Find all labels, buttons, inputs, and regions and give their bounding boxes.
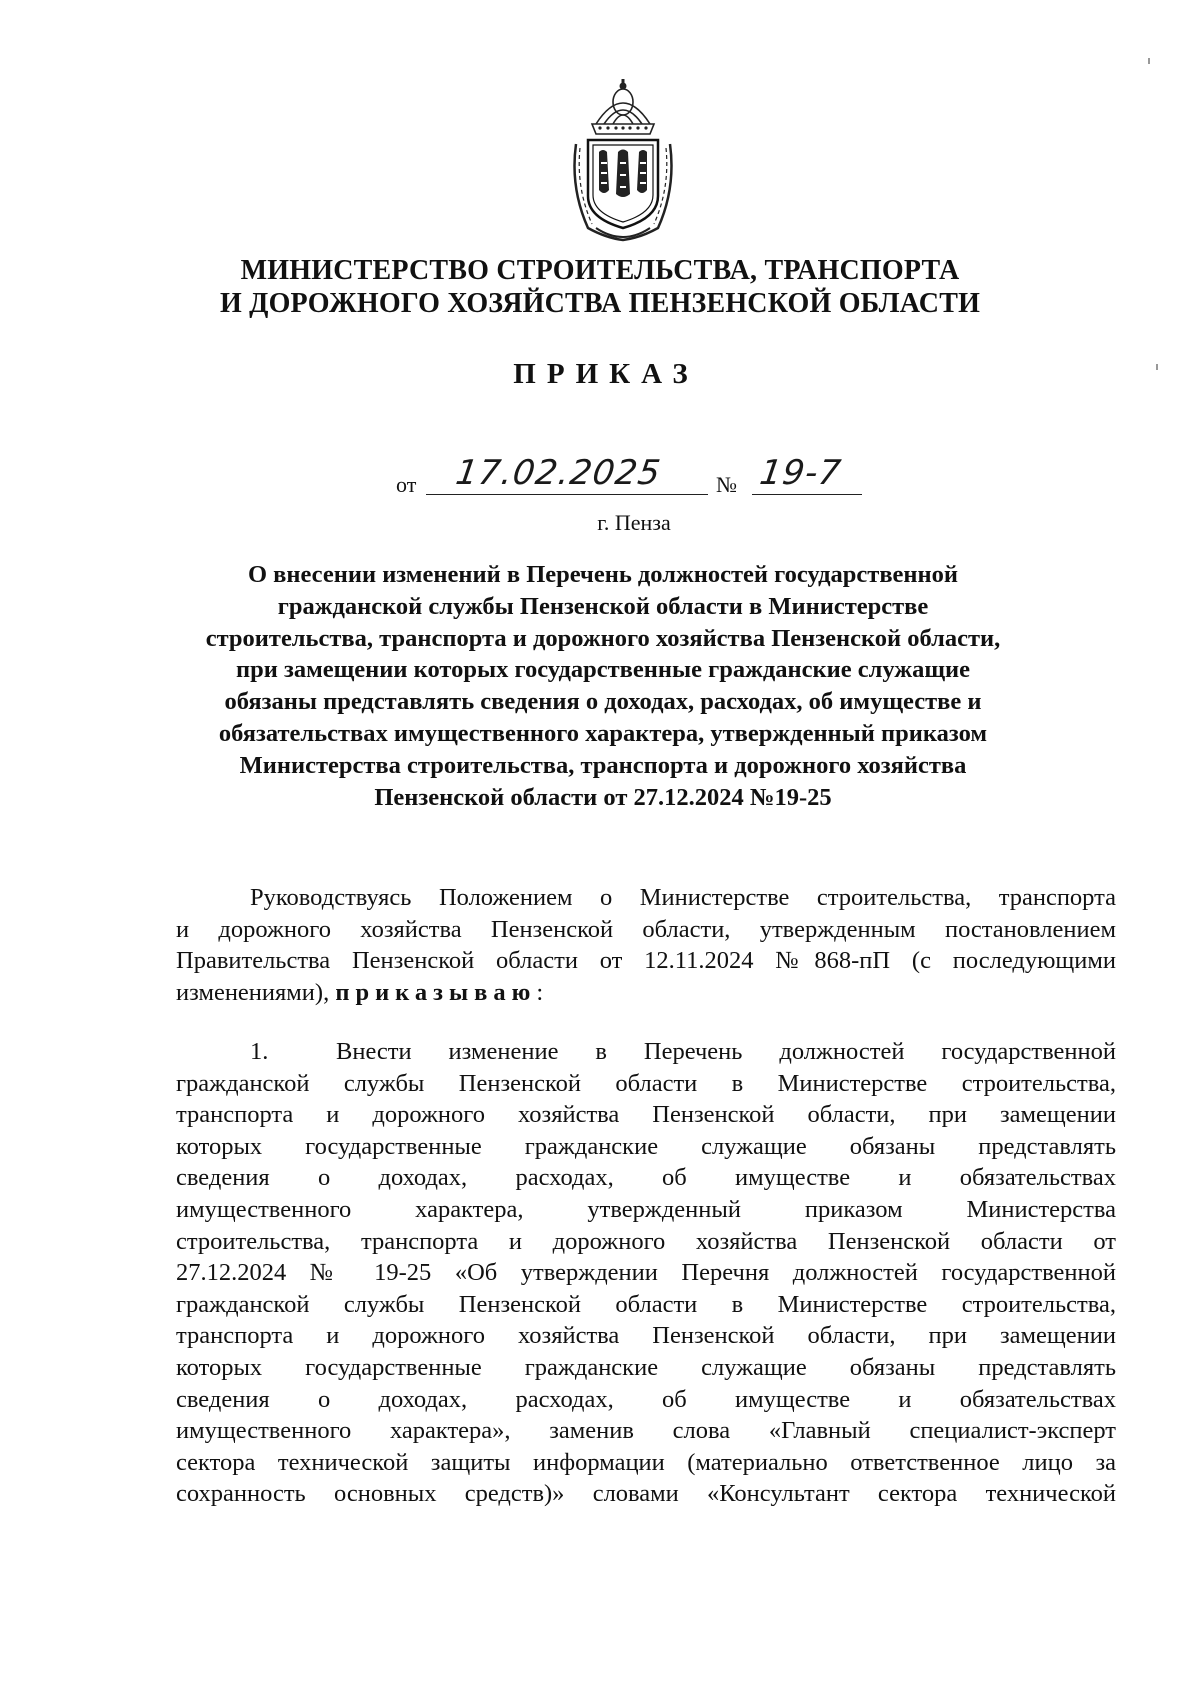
item-1-line: 27.12.2024 № 19-25 «Об утверждении Перечня должностей государственной	[176, 1259, 1116, 1287]
ministry-line-1: МИНИСТЕРСТВО СТРОИТЕЛЬСТВА, ТРАНСПОРТА	[240, 255, 960, 286]
title-line: О внесении изменений в Перечень должностей государственной	[247, 561, 959, 588]
item-1-line: гражданской службы Пензенской области в Министерстве строительства,	[176, 1290, 1116, 1318]
item-1-line: сектора технической защиты информации (материально ответственное лицо за	[176, 1448, 1116, 1476]
order-keyword: приказываю	[335, 978, 537, 1006]
title-line: Пензенской области от 27.12.2024 №19-25	[374, 783, 832, 811]
preamble-colon: :	[536, 978, 544, 1006]
handwritten-number: 19-7	[757, 453, 844, 493]
date-field	[426, 452, 708, 495]
title-line: Министерства строительства, транспорта и дорожного хозяйства	[239, 751, 967, 779]
item-1-line: гражданской службы Пензенской области в Министерстве строительства,	[176, 1069, 1116, 1097]
city-label: г. Пенза	[597, 510, 671, 535]
ministry-name	[150, 254, 1050, 320]
coat-of-arms-emblem	[566, 78, 680, 242]
title-line: гражданской службы Пензенской области в Министерстве	[277, 592, 929, 620]
scan-mark	[1156, 364, 1158, 370]
item-1-line: которых государственные гражданские служащие обязаны представлять	[176, 1132, 1116, 1160]
number-prefix: №	[716, 472, 737, 497]
title-line: при замещении которых государственные гражданские служащие	[235, 656, 971, 684]
number-field	[752, 452, 862, 495]
item-1-line: сведения о доходах, расходах, об имуществе и обязательствах	[176, 1164, 1116, 1192]
scan-mark	[1148, 58, 1150, 64]
preamble-last-line	[176, 977, 1116, 1009]
title-line: обязаны представлять сведения о доходах, расходах, об имуществе и	[224, 688, 982, 716]
item-number: 1.	[250, 1038, 269, 1065]
item-1-line: сведения о доходах, расходах, об имуществе и обязательствах	[176, 1385, 1116, 1413]
item-1-line: транспорта и дорожного хозяйства Пензенской области, при замещении	[176, 1101, 1116, 1129]
document-type-heading: ПРИКАЗ	[513, 358, 699, 390]
order-title	[150, 559, 1056, 813]
item-1-paragraph	[176, 1036, 1116, 1510]
item-1-line: имущественного характера, утвержденный приказом Министерства	[176, 1195, 1116, 1223]
handwritten-date: 17.02.2025	[453, 453, 664, 493]
item-1-line: которых государственные гражданские служащие обязаны представлять	[176, 1353, 1116, 1381]
title-line: строительства, транспорта и дорожного хозяйства Пензенской области,	[205, 624, 1001, 652]
preamble-paragraph	[176, 882, 1116, 1008]
item-1-line: имущественного характера», заменив слова «Главный специалист-эксперт	[176, 1417, 1116, 1445]
item-1-first-text: Внести изменение в Перечень должностей государственной	[336, 1038, 1116, 1065]
item-1-line: сохранность основных средств)» словами «Консультант сектора технической	[176, 1480, 1116, 1508]
title-line: обязательствах имущественного характера, утвержденный приказом	[218, 719, 988, 747]
preamble-line: и дорожного хозяйства Пензенской области, утвержденным постановлением	[176, 915, 1116, 943]
item-1-line: транспорта и дорожного хозяйства Пензенской области, при замещении	[176, 1322, 1116, 1350]
preamble-line: Руководствуясь Положением о Министерстве строительства, транспорта	[250, 884, 1116, 911]
item-1-first-line	[176, 1036, 1116, 1068]
date-prefix: от	[396, 472, 417, 497]
preamble-last-text: изменениями),	[176, 978, 336, 1006]
preamble-line: Правительства Пензенской области от 12.11.2024 №868-пП (с последующими	[176, 947, 1116, 975]
ministry-line-2: И ДОРОЖНОГО ХОЗЯЙСТВА ПЕНЗЕНСКОЙ ОБЛАСТИ	[219, 288, 981, 319]
item-1-line: строительства, транспорта и дорожного хозяйства Пензенской области от	[176, 1227, 1116, 1255]
